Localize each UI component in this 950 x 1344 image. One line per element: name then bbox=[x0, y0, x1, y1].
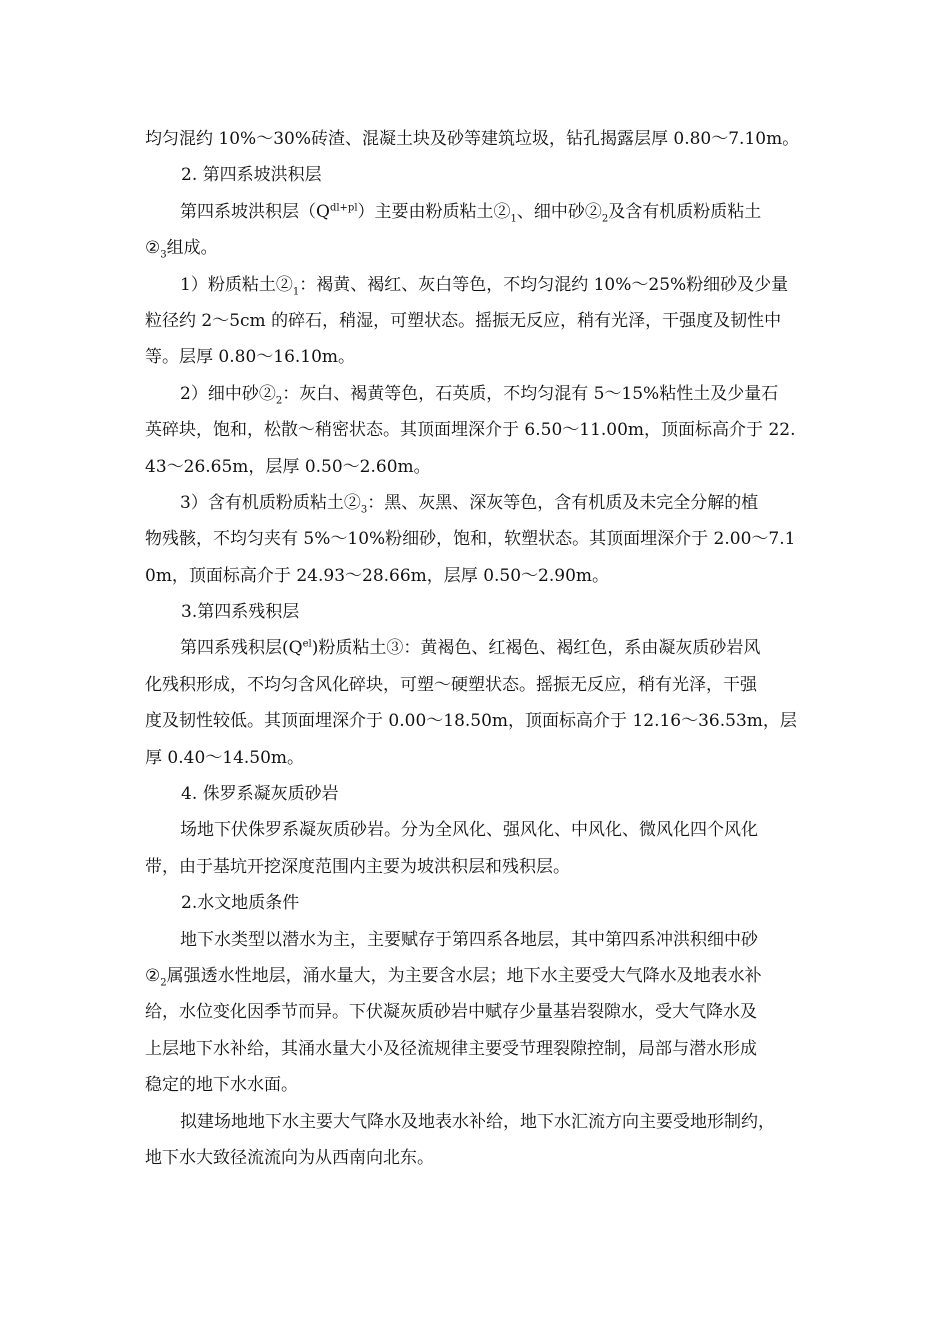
body-text-line: 3）含有机质粉质粘土$②_3$：黑、灰黑、深灰等色，含有机质及未完全分解的植 bbox=[180, 492, 759, 516]
body-text-line: 带，由于基坑开挖深度范围内主要为坡洪积层和残积层。 bbox=[145, 856, 570, 877]
body-text-line: 地下水大致径流流向为从西南向北东。 bbox=[145, 1147, 434, 1168]
body-text-line: 给，水位变化因季节而异。下伏凝灰质砂岩中赋存少量基岩裂隙水，受大气降水及 bbox=[145, 1002, 757, 1023]
body-text-line: 粒径约 2～5cm 的碎石，稍湿，可塑状态。摇振无反应，稍有光泽，干强度及韧性中 bbox=[145, 310, 782, 331]
body-text-line: $②_3$组成。 bbox=[145, 238, 218, 261]
body-text-line: 英碎块，饱和，松散～稍密状态。其顶面埋深介于 6.50～11.00m，顶面标高介于 22. bbox=[145, 420, 796, 441]
body-text-line: 1）粉质粘土$②_1$：褐黄、褐红、灰白等色，不均匀混约 10%～25%粉细砂及少量 bbox=[180, 274, 789, 297]
body-text-line: 拟建场地地下水主要大气降水及地表水补给，地下水汇流方向主要受地形制约， bbox=[180, 1111, 775, 1132]
section-heading-jurassic-sandstone: 4. 侏罗系凝灰质砂岩 bbox=[181, 784, 339, 805]
body-text-line: $②_2$属强透水性地层，涌水量大，为主要含水层；地下水主要受大气降水及地表水补 bbox=[145, 965, 762, 989]
section-heading-quaternary-slope-alluvium: 2. 第四系坡洪积层 bbox=[181, 165, 322, 186]
body-text-line: 第四系坡洪积层$(Q^{dl+pl})$主要由粉质粘土$②_1$、细中砂$②_2$及含有机质粉质粘土 bbox=[180, 201, 762, 225]
body-text-line: 0m，顶面标高介于 24.93～28.66m，层厚 0.50～2.90m。 bbox=[145, 565, 610, 586]
body-text-line: 厚 0.40～14.50m。 bbox=[145, 747, 305, 768]
body-text-line: 地下水类型以潜水为主，主要赋存于第四系各地层，其中第四系冲洪积细中砂 bbox=[180, 929, 758, 950]
section-heading-hydrogeology: 2.水文地质条件 bbox=[181, 893, 300, 914]
body-text-line: 2）细中砂$②_2$：灰白、褐黄等色，石英质，不均匀混有 5～15%粘性土及少量石 bbox=[180, 383, 779, 407]
body-text-line: 第四系残积层$(Q^{el})$粉质粘土③：黄褐色、红褐色、褐红色，系由凝灰质砂岩风 bbox=[180, 638, 761, 659]
body-text-line: 均匀混约 10%～30%砖渣、混凝土块及砂等建筑垃圾，钻孔揭露层厚 0.80～7.10m。 bbox=[145, 129, 800, 149]
body-text-line: 上层地下水补给，其涌水量大小及径流规律主要受节理裂隙控制，局部与潜水形成 bbox=[145, 1038, 757, 1059]
body-text-line: 等。层厚 0.80～16.10m。 bbox=[145, 347, 356, 368]
body-text-line: 43～26.65m，层厚 0.50～2.60m。 bbox=[145, 456, 431, 477]
section-heading-quaternary-residual: 3.第四系残积层 bbox=[181, 602, 300, 623]
body-text-line: 场地下伏侏罗系凝灰质砂岩。分为全风化、强风化、中风化、微风化四个风化 bbox=[180, 820, 758, 841]
document-body bbox=[145, 121, 855, 1176]
body-text-line: 化残积形成，不均匀含风化碎块，可塑～硬塑状态。摇振无反应，稍有光泽，干强 bbox=[145, 674, 757, 695]
body-text-line: 度及韧性较低。其顶面埋深介于 0.00～18.50m，顶面标高介于 12.16～36.53m，层 bbox=[145, 711, 797, 732]
body-text-line: 物残骸，不均匀夹有 5%～10%粉细砂，饱和，软塑状态。其顶面埋深介于 2.00～7.1 bbox=[145, 529, 796, 550]
body-text-line: 稳定的地下水水面。 bbox=[145, 1075, 298, 1096]
